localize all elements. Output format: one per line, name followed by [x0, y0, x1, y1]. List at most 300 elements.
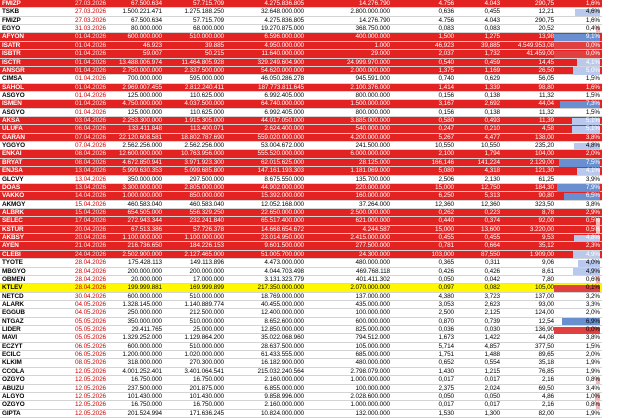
share-count-cell: 540.000.000	[355, 125, 390, 133]
share-count-cell: 220.000.000	[355, 183, 390, 191]
gross-total-cell: 2.750.000.000	[122, 66, 162, 74]
gross-per-share-cell: 1,375	[438, 66, 454, 74]
dividend-date-cell: 12.05.2026	[75, 384, 106, 392]
net-per-share-cell: 1,169	[484, 66, 500, 74]
stock-code-cell: AKSA	[2, 117, 20, 125]
net-total-cell: 200.000.000	[189, 267, 224, 275]
dividend-date-cell: 17.04.2026	[75, 217, 106, 225]
net-per-share-cell: 0,223	[484, 209, 500, 216]
net-per-share-cell: 0,629	[484, 75, 500, 83]
yield-percent-cell	[554, 351, 602, 359]
net-per-share-cell: 0,083	[484, 25, 500, 33]
share-count-cell: 435.000.000	[355, 300, 390, 308]
price-cell: 138,00	[535, 133, 554, 141]
yield-percent-cell	[554, 376, 602, 384]
market-cap-cell: 559.020.000.000	[257, 133, 304, 141]
gross-per-share-cell: 3,053	[438, 300, 454, 308]
price-cell: 7,80	[541, 275, 554, 283]
market-cap-cell: 65.517.400.000	[260, 217, 304, 225]
table-row	[0, 142, 627, 150]
gross-total-cell: 5.999.630.353	[122, 167, 162, 175]
share-count-cell: 1.000.000.000	[350, 376, 390, 384]
gross-total-cell: 12.600.000.000	[118, 150, 162, 158]
yield-value: 0,5%	[585, 225, 600, 233]
price-cell: 2,16	[541, 401, 554, 409]
gross-per-share-cell: 15,000	[435, 225, 454, 233]
share-count-cell: 2.798.079.000	[350, 367, 390, 375]
gross-per-share-cell: 2,100	[438, 150, 454, 158]
price-cell: 136,90	[535, 326, 554, 334]
yield-value: 0,6%	[585, 275, 600, 283]
yield-percent-cell	[554, 293, 602, 301]
net-total-cell: 110.625.000	[190, 108, 224, 116]
stock-code-cell: ASGYO	[2, 108, 25, 116]
dividend-date-cell: 04.05.2026	[75, 309, 106, 317]
yield-value: 0,5%	[585, 217, 600, 225]
gross-per-share-cell: 0,156	[438, 108, 454, 116]
yield-value: 1,9%	[585, 409, 600, 417]
gross-per-share-cell: 0,740	[438, 75, 454, 83]
net-per-share-cell: 4.043	[484, 0, 500, 7]
price-cell: 69,50	[538, 384, 554, 392]
dividend-date-cell: 06.05.2026	[75, 351, 106, 359]
stock-code-cell: CCOLA	[2, 367, 25, 375]
price-cell: 8,78	[541, 209, 554, 216]
share-count-cell: 685.000.000	[355, 351, 390, 359]
gross-total-cell: 350.000.000	[127, 317, 162, 325]
gross-per-share-cell: 0,050	[438, 392, 454, 400]
yield-value: 4,1%	[585, 58, 600, 66]
gross-per-share-cell: 4.756	[438, 16, 454, 24]
gross-total-cell: 237.500.000	[127, 384, 162, 392]
table-row	[0, 318, 627, 326]
yield-value: 4,1%	[585, 167, 600, 175]
share-count-cell: 241.500.000	[355, 142, 390, 150]
gross-per-share-cell: 4.756	[438, 0, 454, 7]
yield-percent-cell	[554, 301, 602, 309]
market-cap-cell: 2.624.400.000	[264, 125, 304, 133]
gross-total-cell: 101.430.000	[127, 392, 162, 400]
dividend-date-cell: 06.05.2026	[75, 342, 106, 350]
net-total-cell: 39.885	[205, 41, 224, 49]
market-cap-cell: 62.015.625.000	[260, 158, 304, 166]
market-cap-cell: 44.017.050.000	[260, 117, 304, 125]
net-per-share-cell: 5,313	[484, 192, 500, 200]
yield-value: 2,0%	[585, 150, 600, 158]
share-count-cell: 28.125.000	[359, 158, 390, 166]
gross-total-cell: 29.411.765	[131, 326, 162, 334]
net-total-cell: 510.000.000	[189, 33, 224, 41]
dividend-date-cell: 14.04.2026	[75, 192, 106, 200]
gross-per-share-cell: 2,037	[438, 50, 454, 58]
gross-total-cell: 216.736.650	[127, 242, 162, 250]
gross-per-share-cell: 0,440	[438, 217, 454, 225]
gross-total-cell: 46.923	[143, 41, 162, 49]
dividend-date-cell: 01.04.2026	[75, 41, 106, 49]
stock-code-cell: ISMEN	[2, 100, 22, 108]
yield-percent-cell	[554, 33, 602, 41]
yield-percent-cell	[554, 84, 602, 92]
table-row	[0, 25, 627, 33]
stock-code-cell: ISATR	[2, 41, 21, 49]
yield-value: 3,8%	[585, 334, 600, 342]
net-total-cell: 2.127.465.000	[184, 250, 224, 258]
stock-code-cell: ECILC	[2, 351, 21, 359]
net-total-cell: 169.999.899	[189, 284, 224, 292]
yield-value: 4,9%	[585, 250, 600, 258]
dividend-date-cell: 05.05.2026	[75, 326, 106, 334]
dividend-date-cell: 24.04.2026	[75, 250, 106, 258]
gross-per-share-cell: 0,083	[438, 25, 454, 33]
market-cap-cell: 23.014.950.000	[260, 234, 304, 242]
share-count-cell: 135.700.000	[355, 175, 390, 183]
yield-value: 4,0%	[585, 259, 600, 267]
share-count-cell: 3.885.000.000	[350, 117, 390, 125]
yield-percent-cell	[554, 125, 602, 133]
gross-per-share-cell: 0,156	[438, 91, 454, 99]
net-per-share-cell: 2,692	[484, 100, 500, 108]
gross-total-cell: 133.411.848	[128, 125, 162, 133]
gross-per-share-cell: 0,540	[438, 58, 454, 66]
gross-per-share-cell: 0,580	[438, 117, 454, 125]
dividend-date-cell: 06.04.2026	[75, 125, 106, 133]
price-cell: 89,65	[538, 351, 554, 359]
price-cell: 11,32	[538, 91, 554, 99]
table-row	[0, 134, 627, 142]
gross-total-cell: 700.000.000	[127, 75, 162, 83]
yield-value: 1,6%	[585, 83, 600, 91]
market-cap-cell: 9.858.996.000	[264, 392, 304, 400]
stock-code-cell: NETCD	[2, 292, 24, 300]
price-cell: 290,75	[535, 0, 554, 7]
net-total-cell: 149.113.896	[190, 259, 224, 267]
share-count-cell: 794.512.000	[355, 334, 390, 342]
table-row	[0, 117, 627, 125]
net-per-share-cell: 0,459	[484, 58, 500, 66]
dividend-date-cell: 03.04.2026	[75, 117, 106, 125]
gross-per-share-cell: 0,652	[438, 359, 454, 367]
market-cap-cell: 2.160.000.000	[264, 376, 304, 384]
price-cell: 9,53	[541, 234, 554, 242]
market-cap-cell: 16.182.900.000	[260, 359, 304, 367]
stock-code-cell: AYEN	[2, 242, 19, 250]
dividend-date-cell: 12.05.2026	[75, 409, 106, 417]
share-count-cell: 29.000	[371, 50, 390, 58]
price-cell: 104,00	[535, 150, 554, 158]
gross-per-share-cell: 0,036	[438, 326, 454, 334]
yield-percent-cell	[554, 184, 602, 192]
table-row	[0, 217, 627, 225]
price-cell: 11,39	[538, 117, 554, 125]
table-row	[0, 242, 627, 250]
table-row	[0, 0, 627, 8]
market-cap-cell: 4.275.836.805	[264, 0, 304, 7]
yield-percent-cell	[554, 75, 602, 83]
share-count-cell: 160.000.000	[355, 192, 390, 200]
table-row	[0, 309, 627, 317]
stock-code-cell: ULUFA	[2, 125, 23, 133]
net-total-cell: 184.226.153	[189, 242, 224, 250]
table-row	[0, 259, 627, 267]
yield-value: 0,4%	[585, 25, 600, 33]
price-cell: 82,00	[538, 409, 554, 417]
table-row	[0, 368, 627, 376]
table-row	[0, 100, 627, 108]
gross-per-share-cell: 2,500	[438, 309, 454, 317]
market-cap-cell: 12.400.000.000	[260, 309, 304, 317]
market-cap-cell: 32.648.000.000	[260, 8, 304, 16]
table-row	[0, 376, 627, 384]
gross-total-cell: 600.000.000	[127, 292, 162, 300]
table-row	[0, 393, 627, 401]
yield-value: 1,6%	[585, 16, 600, 24]
market-cap-cell: 215.032.240.564	[257, 367, 304, 375]
net-total-cell: 50.215	[205, 50, 224, 58]
table-row	[0, 184, 627, 192]
yield-percent-cell	[554, 234, 602, 242]
dividend-date-cell: 07.04.2026	[75, 142, 106, 150]
gross-total-cell: 318.000.000	[127, 359, 162, 367]
net-per-share-cell: 0,030	[484, 326, 500, 334]
price-cell: 2,16	[541, 376, 554, 384]
net-total-cell: 57.715.709	[193, 0, 224, 7]
stock-code-cell: CLEBI	[2, 250, 21, 258]
yield-value: 7,3%	[585, 100, 600, 108]
market-cap-cell: 12.850.000.000	[260, 326, 304, 334]
share-count-cell: 1.181.069.000	[350, 167, 390, 175]
yield-percent-cell	[554, 134, 602, 142]
net-total-cell: 270.300.000	[189, 359, 224, 367]
gross-per-share-cell: 0,781	[438, 242, 454, 250]
net-total-cell: 4.037.500.000	[184, 100, 224, 108]
market-cap-cell: 4.044.703.498	[264, 267, 304, 275]
price-cell: 56,05	[538, 75, 554, 83]
yield-percent-cell	[554, 242, 602, 250]
stock-code-cell: OBMEN	[2, 275, 26, 283]
stock-code-cell: ANSGR	[2, 66, 25, 74]
gross-total-cell: 16.750.000	[131, 376, 162, 384]
net-per-share-cell: 1,422	[484, 334, 500, 342]
market-cap-cell: 10.824.000.000	[260, 409, 304, 417]
gross-per-share-cell: 0,097	[438, 284, 454, 292]
stock-code-cell: GIPTA	[2, 409, 21, 417]
market-cap-cell: 64.740.000.000	[260, 100, 304, 108]
stock-code-cell: YGGYO	[2, 142, 25, 150]
yield-percent-cell	[554, 226, 602, 234]
dividend-date-cell: 28.04.2026	[75, 275, 106, 283]
net-per-share-cell: 12,360	[481, 200, 500, 208]
gross-total-cell: 460.583.040	[127, 200, 162, 208]
gross-total-cell: 20.000.000	[131, 275, 162, 283]
stock-code-cell: MBGYO	[2, 267, 26, 275]
dividend-date-cell: 05.05.2026	[75, 334, 106, 342]
yield-value: 1,6%	[585, 0, 600, 7]
share-count-cell: 600.000.000	[355, 317, 390, 325]
gross-total-cell: 67.500.634	[131, 16, 162, 24]
yield-value: 5,1%	[585, 117, 600, 125]
market-cap-cell: 9.601.500.000	[264, 242, 304, 250]
net-total-cell: 297.500.000	[189, 175, 224, 183]
gross-total-cell: 67.513.386	[131, 225, 162, 233]
net-per-share-cell: 0,455	[484, 234, 500, 242]
price-cell: 12,54	[538, 317, 554, 325]
gross-total-cell: 1.000.000.000	[122, 192, 162, 200]
gross-per-share-cell: 5,080	[438, 167, 454, 175]
gross-per-share-cell: 0,247	[438, 125, 454, 133]
stock-code-cell: AKMGY	[2, 200, 26, 208]
table-row	[0, 109, 627, 117]
yield-percent-cell	[554, 318, 602, 326]
price-cell: 98,80	[538, 83, 554, 91]
stock-code-cell: OZGYO	[2, 376, 25, 384]
yield-value: 3,3%	[585, 300, 600, 308]
net-per-share-cell: 4.043	[484, 16, 500, 24]
yield-percent-cell	[554, 100, 602, 108]
yield-percent-cell	[554, 201, 602, 209]
dividend-date-cell: 01.04.2026	[75, 66, 106, 74]
yield-value: 7,5%	[585, 158, 600, 166]
price-cell: 323,50	[535, 200, 554, 208]
net-total-cell: 17.000.000	[193, 275, 224, 283]
dividend-date-cell: 01.04.2026	[75, 108, 106, 116]
table-row	[0, 75, 627, 83]
price-cell: 11,32	[538, 108, 554, 116]
share-count-cell: 401.411.302	[356, 275, 390, 283]
net-total-cell: 11.464.805.928	[181, 58, 224, 66]
gross-per-share-cell: 12,360	[435, 200, 454, 208]
gross-per-share-cell: 1,430	[438, 367, 454, 375]
yield-percent-cell	[554, 50, 602, 58]
stock-code-cell: DOAS	[2, 183, 21, 191]
market-cap-cell: 54.620.000.000	[260, 66, 304, 74]
table-row	[0, 234, 627, 242]
net-total-cell: 1.020.000.000	[184, 351, 224, 359]
gross-total-cell: 16.750.000	[131, 401, 162, 409]
price-cell: 137,00	[535, 292, 554, 300]
market-cap-cell: 4.275.836.805	[264, 16, 304, 24]
share-count-cell: 480.000.000	[355, 259, 390, 267]
share-count-cell: 24.300.000	[359, 250, 390, 258]
net-total-cell: 510.000.000	[189, 342, 224, 350]
yield-percent-cell	[554, 192, 602, 200]
stock-code-cell: FMIZP	[2, 16, 21, 24]
net-per-share-cell: 1,732	[484, 50, 500, 58]
net-per-share-cell: 0,664	[484, 242, 500, 250]
table-row	[0, 33, 627, 41]
share-count-cell: 100.000.000	[355, 384, 390, 392]
price-cell: 3.220,00	[529, 225, 554, 233]
net-per-share-cell: 87,550	[481, 250, 500, 258]
yield-percent-cell	[554, 42, 602, 50]
dividend-date-cell: 13.04.2026	[75, 175, 106, 183]
gross-per-share-cell: 1,751	[438, 351, 454, 359]
dividend-date-cell: 13.04.2026	[75, 183, 106, 191]
stock-code-cell: ISBTR	[2, 50, 21, 58]
table-row	[0, 167, 627, 175]
dividend-date-cell: 15.04.2026	[75, 209, 106, 216]
yield-percent-cell	[554, 326, 602, 334]
share-count-cell: 800.000.000	[355, 91, 390, 99]
price-cell: 12,21	[538, 8, 554, 16]
gross-total-cell: 350.000.000	[127, 175, 162, 183]
gross-per-share-cell: 15,000	[435, 183, 454, 191]
price-cell: 41.459,00	[526, 50, 554, 58]
dividend-date-cell: 21.04.2026	[75, 242, 106, 250]
net-total-cell: 18.802.787.690	[180, 133, 224, 141]
market-cap-cell: 22.650.000.000	[260, 209, 304, 216]
net-per-share-cell: 4,477	[484, 133, 500, 141]
yield-value: 7,9%	[585, 183, 600, 191]
market-cap-cell: 53.004.672.000	[260, 142, 304, 150]
yield-value: 1,5%	[585, 75, 600, 83]
gross-total-cell: 1.500.221.471	[122, 8, 162, 16]
dividend-date-cell: 31.03.2026	[75, 25, 106, 33]
stock-code-cell: ABUZU	[2, 384, 24, 392]
net-total-cell: 16.750.000	[193, 376, 224, 384]
price-cell: 76,85	[538, 367, 554, 375]
net-per-share-cell: 1,275	[484, 33, 500, 41]
dividend-date-cell: 12.05.2026	[75, 401, 106, 409]
market-cap-cell: 19.270.875.000	[260, 25, 304, 33]
dividend-date-cell: 01.04.2026	[75, 100, 106, 108]
yield-value: 0,8%	[585, 401, 600, 409]
gross-per-share-cell: 1,414	[438, 83, 454, 91]
gross-per-share-cell: 1,530	[438, 409, 454, 417]
share-count-cell: 2.500.000.000	[350, 209, 390, 216]
table-row	[0, 276, 627, 284]
table-row	[0, 251, 627, 259]
stock-code-cell: LIDER	[2, 326, 21, 334]
gross-total-cell: 199.999.881	[127, 284, 162, 292]
share-count-cell: 277.500.000	[355, 242, 390, 250]
net-total-cell: 113.400.071	[190, 125, 224, 133]
table-row	[0, 385, 627, 393]
yield-percent-cell	[554, 251, 602, 259]
gross-per-share-cell: 0,017	[438, 401, 454, 409]
stock-code-cell: KTLEV	[2, 284, 23, 292]
gross-per-share-cell: 6,250	[438, 192, 454, 200]
price-cell: 377,50	[535, 342, 554, 350]
yield-percent-cell	[554, 8, 602, 16]
gross-per-share-cell: 4,380	[438, 292, 454, 300]
market-cap-cell: 8.675.550.000	[264, 175, 304, 183]
net-total-cell: 1.140.889.774	[184, 300, 224, 308]
share-count-cell: 800.000.000	[355, 108, 390, 116]
table-row	[0, 192, 627, 200]
price-cell: 44,08	[538, 334, 554, 342]
stock-code-cell: ENJSA	[2, 167, 23, 175]
gross-per-share-cell: 0,262	[438, 209, 454, 216]
stock-code-cell: GLCVY	[2, 175, 24, 183]
gross-per-share-cell: 0,050	[438, 275, 454, 283]
dividend-date-cell: 30.04.2026	[75, 292, 106, 300]
price-cell: 92,00	[538, 217, 554, 225]
gross-total-cell: 4.672.850.941	[122, 158, 162, 166]
gross-total-cell: 1.100.000.000	[122, 234, 162, 242]
gross-total-cell: 13.488.006.974	[118, 58, 162, 66]
net-per-share-cell: 0,311	[484, 259, 500, 267]
dividend-date-cell: 08.05.2026	[75, 359, 106, 367]
net-total-cell: 2.562.256.000	[184, 142, 224, 150]
market-cap-cell: 4.950.000.000	[264, 41, 304, 49]
dividend-date-cell: 20.04.2026	[75, 225, 106, 233]
net-per-share-cell: 2,623	[484, 300, 500, 308]
gross-total-cell: 272.943.344	[127, 217, 162, 225]
yield-percent-cell	[554, 284, 602, 292]
yield-percent-cell	[554, 0, 602, 8]
yield-percent-cell	[554, 309, 602, 317]
gross-total-cell: 654.505.000	[127, 209, 162, 216]
